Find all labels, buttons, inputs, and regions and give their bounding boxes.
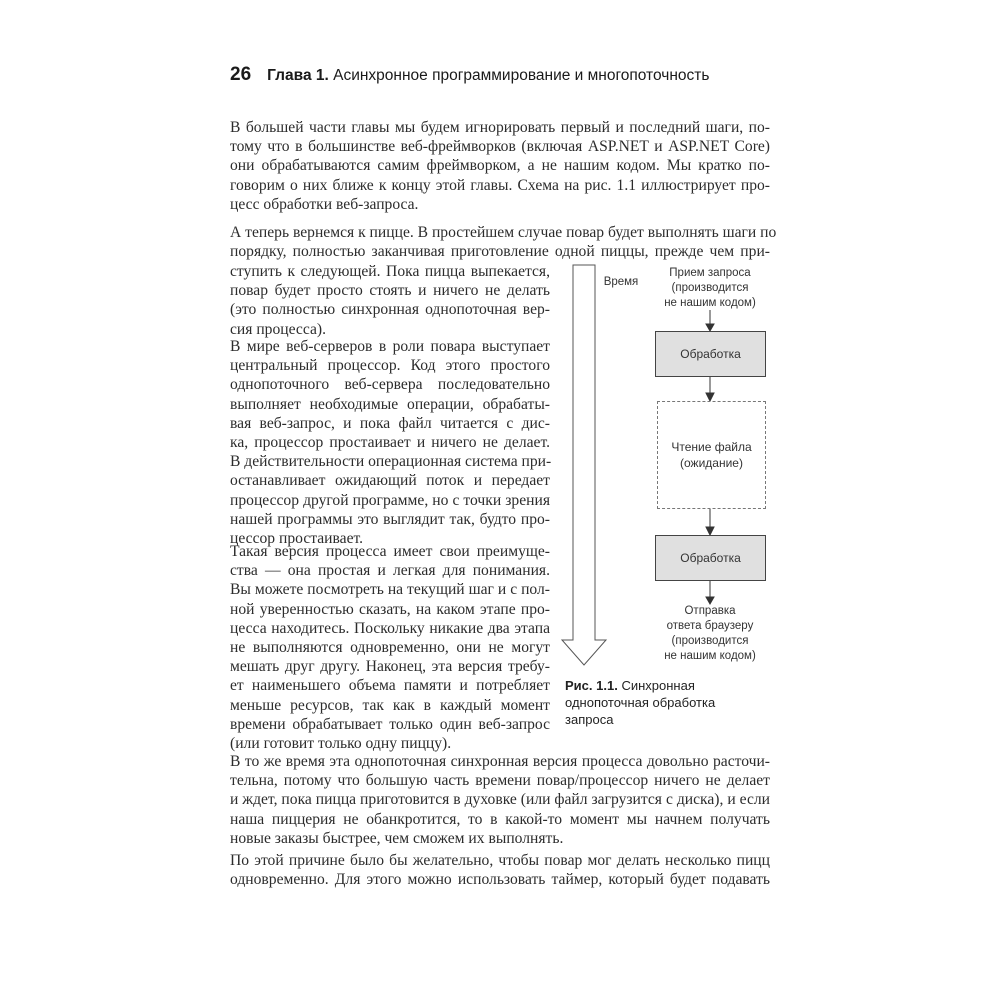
- text-line: А теперь вернемся к пицце. В простейшем случае повар будет выполнять шаги по: [230, 224, 777, 241]
- text-line: ной уверенностью сказать, на каком этапе про-: [230, 600, 550, 618]
- label-line: (ожидание): [680, 456, 743, 470]
- label-line: (производится: [671, 282, 749, 294]
- page-number: 26: [230, 64, 252, 85]
- text-line: говорим о них ближе к концу этой главы. Схема на рис. 1.1 иллюстрирует про-: [230, 176, 770, 194]
- label-line: не нашим кодом): [664, 297, 756, 309]
- text-line: процессор другой программе, но с точки зрения: [230, 491, 550, 509]
- text-line: тельна, потому что большую часть времени повар/процессор ничего не делает: [230, 772, 770, 790]
- label-line: не нашим кодом): [664, 650, 756, 662]
- text-line: Вы можете посмотреть на текущий шаг и с пол-: [230, 581, 550, 599]
- start-label: [640, 266, 780, 311]
- label-line: Отправка: [684, 605, 736, 617]
- text-line: Такая версия процесса имеет свои преимуще-: [230, 543, 550, 560]
- text-line: повар будет просто стоять и ничего не делать: [230, 282, 550, 300]
- text-line: (или готовит только одну пиццу).: [230, 735, 452, 753]
- text-line: одновременно. Для этого можно использовать таймер, который будет подавать: [230, 871, 770, 889]
- paragraph: [230, 223, 777, 261]
- text-line: ступить к следующей. Пока пицца выпекается,: [230, 263, 550, 280]
- caption-number: Рис. 1.1.: [565, 678, 618, 693]
- text-line: вая веб-запрос, и пока файл читается с дис-: [230, 414, 550, 432]
- text-line: центральный процессор. Код этого простого: [230, 357, 550, 375]
- running-header: [230, 64, 709, 86]
- time-label: Время: [603, 276, 639, 288]
- text-line: ка, процессор простаивает и ничего не делает.: [230, 434, 550, 452]
- process-box-1: Обработка: [655, 331, 766, 377]
- text-line: мешать друг другу. Наконец, эта версия требу-: [230, 658, 550, 676]
- text-line: меньше ресурсов, так как в каждый момент: [230, 696, 550, 714]
- paragraph: [230, 542, 550, 753]
- time-arrow-icon: [562, 265, 606, 665]
- text-line: В большей части главы мы будем игнорировать первый и последний шаги, по-: [230, 119, 770, 136]
- chapter-label: Глава 1.: [267, 67, 329, 84]
- paragraph: [230, 851, 770, 889]
- text-line: порядку, полностью заканчивая приготовление одной пиццы, прежде чем при-: [230, 243, 770, 261]
- wait-box: [657, 401, 766, 509]
- text-line: В действительности операционная система при-: [230, 453, 552, 471]
- chapter-title: Асинхронное программирование и многопоточность: [333, 67, 710, 84]
- text-line: В мире веб-серверов в роли повара выступает: [230, 338, 550, 355]
- text-line: сия процесса).: [230, 320, 326, 338]
- text-line: (это полностью синхронная однопоточная вер-: [230, 301, 550, 319]
- label-line: Прием запроса: [669, 267, 751, 279]
- caption-text: Синхронная однопоточная обработка запроса: [565, 678, 716, 727]
- paragraph: [230, 337, 550, 548]
- text-line: однопоточного веб-сервера последовательно: [230, 376, 550, 394]
- text-line: наша пиццерия не обанкротится, то в какой-то момент мы начнем получать: [230, 810, 770, 828]
- label-line: ответа браузеру: [666, 620, 754, 632]
- text-line: тому что в большинстве веб-фреймворков (включая ASP.NET и ASP.NET Core): [230, 138, 770, 156]
- label-line: Чтение файла: [671, 440, 752, 454]
- paragraph: [230, 752, 770, 848]
- end-label: [630, 604, 790, 664]
- figure-caption: [565, 677, 765, 728]
- text-line: новые заказы быстрее, чем сможем их выполнять.: [230, 829, 564, 847]
- text-line: цессор простаивает.: [230, 530, 364, 548]
- text-line: и ждет, пока пицца приготовится в духовке (или файл загрузится с диска), и если: [230, 791, 770, 809]
- paragraph: [230, 118, 770, 214]
- text-line: По этой причине было бы желательно, чтобы повар мог делать несколько пицц: [230, 852, 770, 869]
- paragraph: [230, 262, 550, 339]
- text-line: нашей программы это выглядит так, будто про-: [230, 510, 550, 528]
- text-line: ства — она простая и легкая для понимания.: [230, 562, 550, 580]
- text-line: не выполняются одновременно, они не могут: [230, 639, 550, 657]
- text-line: они обрабатываются самим фреймворком, а не нашим кодом. Мы кратко по-: [230, 157, 770, 175]
- text-line: ет наименьшего объема памяти и потребляет: [230, 677, 550, 695]
- text-line: времени обрабатывает только один веб-запрос: [230, 715, 550, 733]
- process-box-2: Обработка: [655, 535, 766, 581]
- label-line: (производится: [671, 635, 749, 647]
- text-line: В то же время эта однопоточная синхронная версия процесса довольно расточи-: [230, 753, 770, 770]
- text-line: цесс обработки веб-запроса.: [230, 195, 419, 213]
- text-line: цесса находитесь. Поскольку никакие два этапа: [230, 619, 550, 637]
- text-line: останавливает ожидающий поток и передает: [230, 472, 550, 490]
- text-line: выполняет необходимые операции, обрабаты-: [230, 395, 550, 413]
